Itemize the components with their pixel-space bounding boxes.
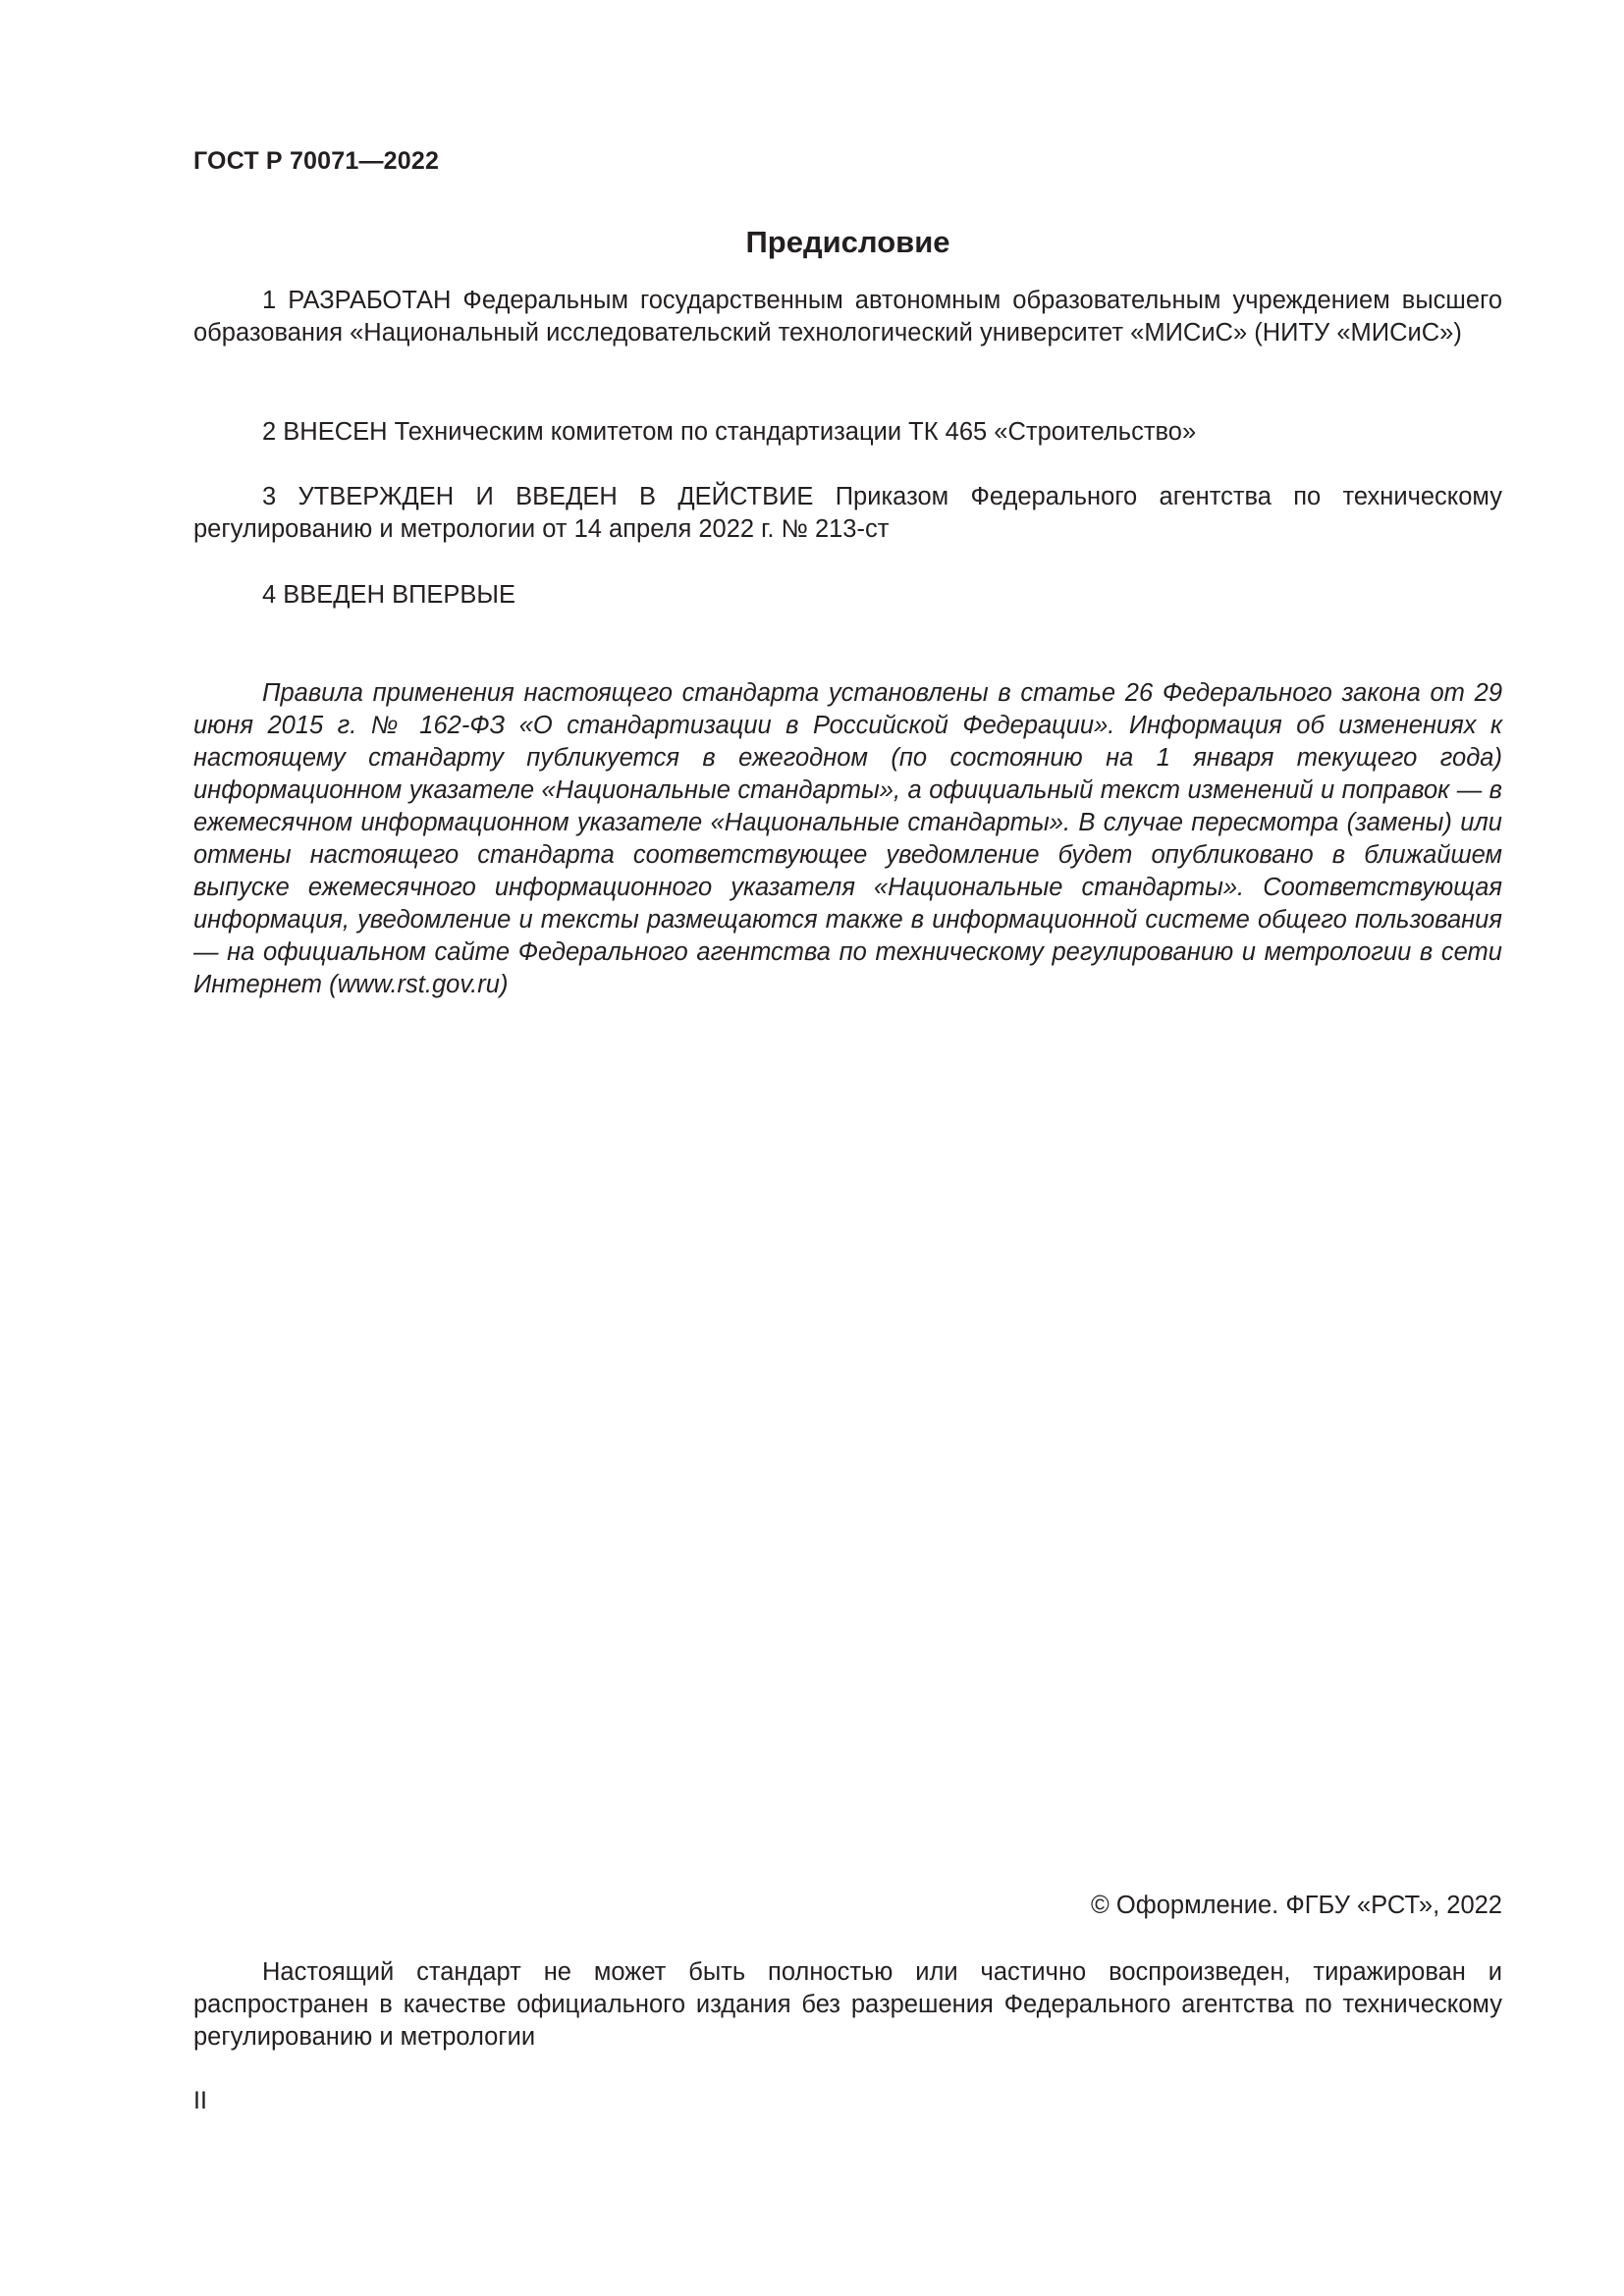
copyright-line: © Оформление. ФГБУ «РСТ», 2022 xyxy=(1091,1892,1502,1919)
foreword-item-4: 4 ВВЕДЕН ВПЕРВЫЕ xyxy=(262,581,516,609)
reproduction-notice: Настоящий стандарт не может быть полностью или частично воспроизведен, тиражирован и распространен в качестве официального издания без разрешения Федерального агентства по техническому регулированию и метрологии xyxy=(193,1958,1502,2051)
page-number: II xyxy=(193,2087,207,2114)
foreword-title: Предисловие xyxy=(745,225,950,259)
document-code: ГОСТ Р 70071—2022 xyxy=(193,147,440,175)
foreword-item-2: 2 ВНЕСЕН Техническим комитетом по стандартизации ТК 465 «Строительство» xyxy=(262,418,1197,446)
foreword-item-1: 1 РАЗРАБОТАН Федеральным государственным автономным образовательным учреждением высшего образования «Национальный исследовательский технологический университет «МИСиС» (НИТУ «МИСиС») xyxy=(193,287,1502,347)
rules-of-application-note: Правила применения настоящего стандарта установлены в статье 26 Федерального закона от 29 июня 2015 г. № 162-ФЗ «О стандартизации в Российской Федерации». Информация об изменениях к настоящему стандарту публикуется в ежегодном (по состоянию на 1 января текущего года) информационном указателе «Национальные стандарты», а официальный текст изменений и поправок — в ежемесячном информационном указателе «Национальные стандарты». В случае пересмотра (замены) или отмены настоящего стандарта соответствующее уведомление будет опубликовано в ближайшем выпуске ежемесячного информационного указателя «Национальные стандарты». Соответствующая информация, уведомление и тексты размещаются также в информационной системе общего пользования — на официальном сайте Федерального агентства по техническому регулированию и метрологии в сети Интернет (www.rst.gov.ru) xyxy=(193,679,1502,998)
foreword-item-3: 3 УТВЕРЖДЕН И ВВЕДЕН В ДЕЙСТВИЕ Приказом Федерального агентства по техническому регулированию и метрологии от 14 апреля 2022 г. № 213-ст xyxy=(193,483,1502,543)
